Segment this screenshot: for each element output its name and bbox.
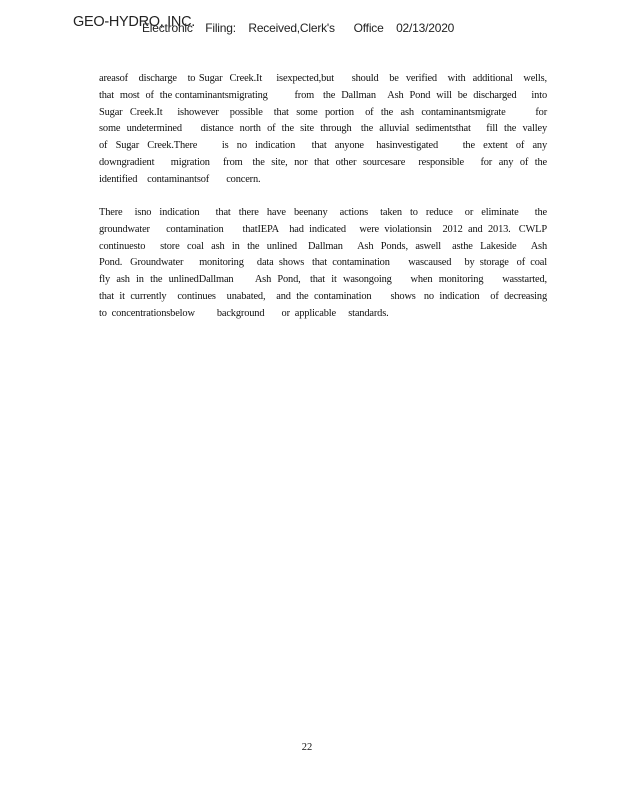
text-line: that it currently continues unabated, and the contamination shows no indication of decreasing	[99, 290, 547, 302]
body-paragraph-2	[99, 205, 547, 323]
text-line: to concentrationsbelow background or applicable standards.	[99, 307, 389, 319]
letterhead-brand: GEO-HYDRO, INC.	[73, 14, 195, 30]
electronic-filing-stamp: Electronic Filing: Received,Clerk's Office 02/13/2020	[142, 21, 455, 35]
page-number: 22	[301, 742, 313, 753]
text-line: of Sugar Creek.There is no indication that anyone hasinvestigated the extent of any	[99, 140, 547, 152]
text-line: identified contaminantsof concern.	[99, 173, 261, 185]
text-line: areasof discharge to Sugar Creek.It isexpected,but should be verified with additional wells,	[99, 73, 547, 84]
text-line: fly ash in the unlinedDallman Ash Pond, that it wasongoing when monitoring wasstarted,	[99, 274, 547, 286]
text-line: some undetermined distance north of the site through the alluvial sedimentsthat fill the valley	[99, 123, 547, 135]
text-line: that most of the contaminantsmigrating from the Dallman Ash Pond will be discharged into	[99, 89, 547, 101]
text-line: continuesto store coal ash in the unlined Dallman Ash Ponds, aswell asthe Lakeside Ash	[99, 240, 547, 252]
text-line: downgradient migration from the site, nor that other sourcesare responsible for any of the	[99, 156, 547, 168]
text-line: Pond. Groundwater monitoring data shows that contamination wascaused by storage of coal	[99, 257, 547, 269]
text-line: There isno indication that there have beenany actions taken to reduce or eliminate the	[99, 207, 547, 218]
text-line: groundwater contamination thatIEPA had indicated were violationsin 2012 and 2013. CWLP	[99, 223, 547, 235]
text-line: Sugar Creek.It ishowever possible that some portion of the ash contaminantsmigrate for	[99, 106, 547, 118]
body-paragraph-1	[99, 71, 547, 189]
